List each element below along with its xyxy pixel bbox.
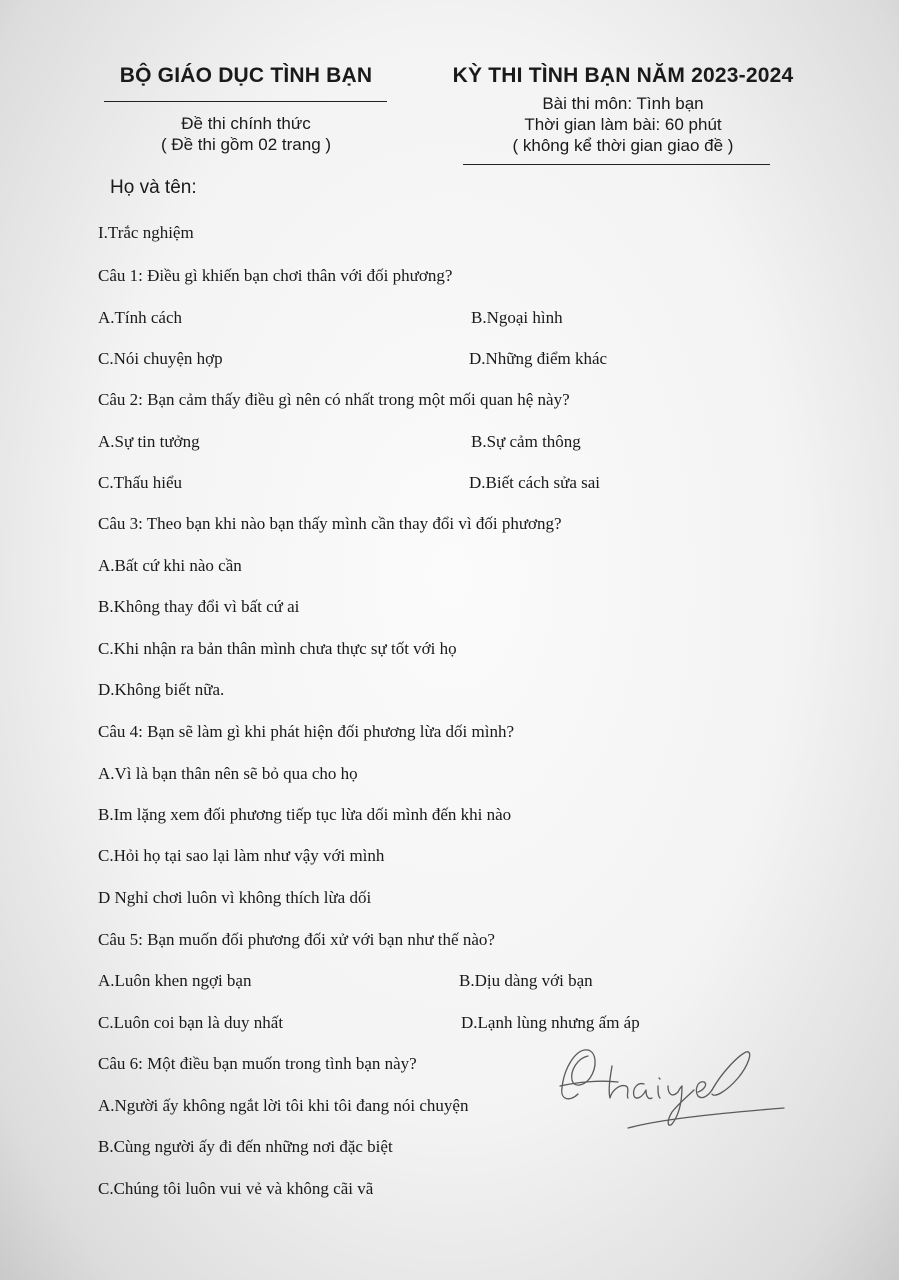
q5-option-c: C.Luôn coi bạn là duy nhất xyxy=(98,1013,284,1032)
exam-title: KỲ THI TÌNH BẠN NĂM 2023-2024 xyxy=(452,64,794,87)
section-heading: I.Trắc nghiệm xyxy=(98,223,194,242)
question-2: Câu 2: Bạn cảm thấy điều gì nên có nhất trong một mối quan hệ này? xyxy=(98,390,570,409)
q1-option-a: A.Tính cách xyxy=(98,308,183,327)
q6-option-b: B.Cùng người ấy đi đến những nơi đặc biệt xyxy=(98,1137,393,1156)
q4-option-b: B.Im lặng xem đối phương tiếp tục lừa dối mình đến khi nào xyxy=(98,805,512,824)
signature xyxy=(548,1038,793,1138)
q1-option-b: B.Ngoại hình xyxy=(471,308,563,327)
q5-option-b: B.Dịu dàng với bạn xyxy=(459,971,593,990)
subject-label: Bài thi môn: Tình bạn xyxy=(542,94,704,113)
question-4: Câu 4: Bạn sẽ làm gì khi phát hiện đối phương lừa dối mình? xyxy=(98,722,515,741)
question-5: Câu 5: Bạn muốn đối phương đối xử với bạn như thế nào? xyxy=(98,930,495,949)
question-6: Câu 6: Một điều bạn muốn trong tình bạn này? xyxy=(98,1054,417,1073)
official-exam-label: Đề thi chính thức xyxy=(181,114,311,133)
right-header-rule xyxy=(463,164,770,165)
q4-option-d: D Nghỉ chơi luôn vì không thích lừa dối xyxy=(98,888,372,907)
q6-option-c: C.Chúng tôi luôn vui vẻ và không cãi vã xyxy=(98,1179,374,1198)
q4-option-c: C.Hỏi họ tại sao lại làm như vậy với mình xyxy=(98,846,385,865)
q6-option-a: A.Người ấy không ngắt lời tôi khi tôi đang nói chuyện xyxy=(98,1096,469,1115)
q3-option-d: D.Không biết nữa. xyxy=(98,680,225,699)
q5-option-d: D.Lạnh lùng nhưng ấm áp xyxy=(461,1013,640,1032)
q5-option-a: A.Luôn khen ngợi bạn xyxy=(98,971,252,990)
q2-option-a: A.Sự tin tưởng xyxy=(98,432,200,451)
q4-option-a: A.Vì là bạn thân nên sẽ bỏ qua cho họ xyxy=(98,764,358,783)
q3-option-c: C.Khi nhận ra bản thân mình chưa thực sự tốt với họ xyxy=(98,639,457,658)
question-1: Câu 1: Điều gì khiến bạn chơi thân với đối phương? xyxy=(98,266,453,285)
name-field-label: Họ và tên: xyxy=(110,177,197,198)
ministry-title: BỘ GIÁO DỤC TÌNH BẠN xyxy=(119,64,373,87)
q3-option-b: B.Không thay đổi vì bất cứ ai xyxy=(98,597,300,616)
q2-option-c: C.Thấu hiểu xyxy=(98,473,183,492)
page-count-label: ( Đề thi gồm 02 trang ) xyxy=(160,135,332,154)
q1-option-d: D.Những điểm khác xyxy=(469,349,608,368)
q2-option-d: D.Biết cách sửa sai xyxy=(469,473,601,492)
q2-option-b: B.Sự cảm thông xyxy=(471,432,581,451)
q3-option-a: A.Bất cứ khi nào cần xyxy=(98,556,242,575)
duration-label: Thời gian làm bài: 60 phút xyxy=(524,115,722,134)
left-header-rule xyxy=(104,101,387,102)
question-3: Câu 3: Theo bạn khi nào bạn thấy mình cần thay đổi vì đối phương? xyxy=(98,514,562,533)
duration-note: ( không kể thời gian giao đề ) xyxy=(512,136,734,155)
q1-option-c: C.Nói chuyện hợp xyxy=(98,349,223,368)
